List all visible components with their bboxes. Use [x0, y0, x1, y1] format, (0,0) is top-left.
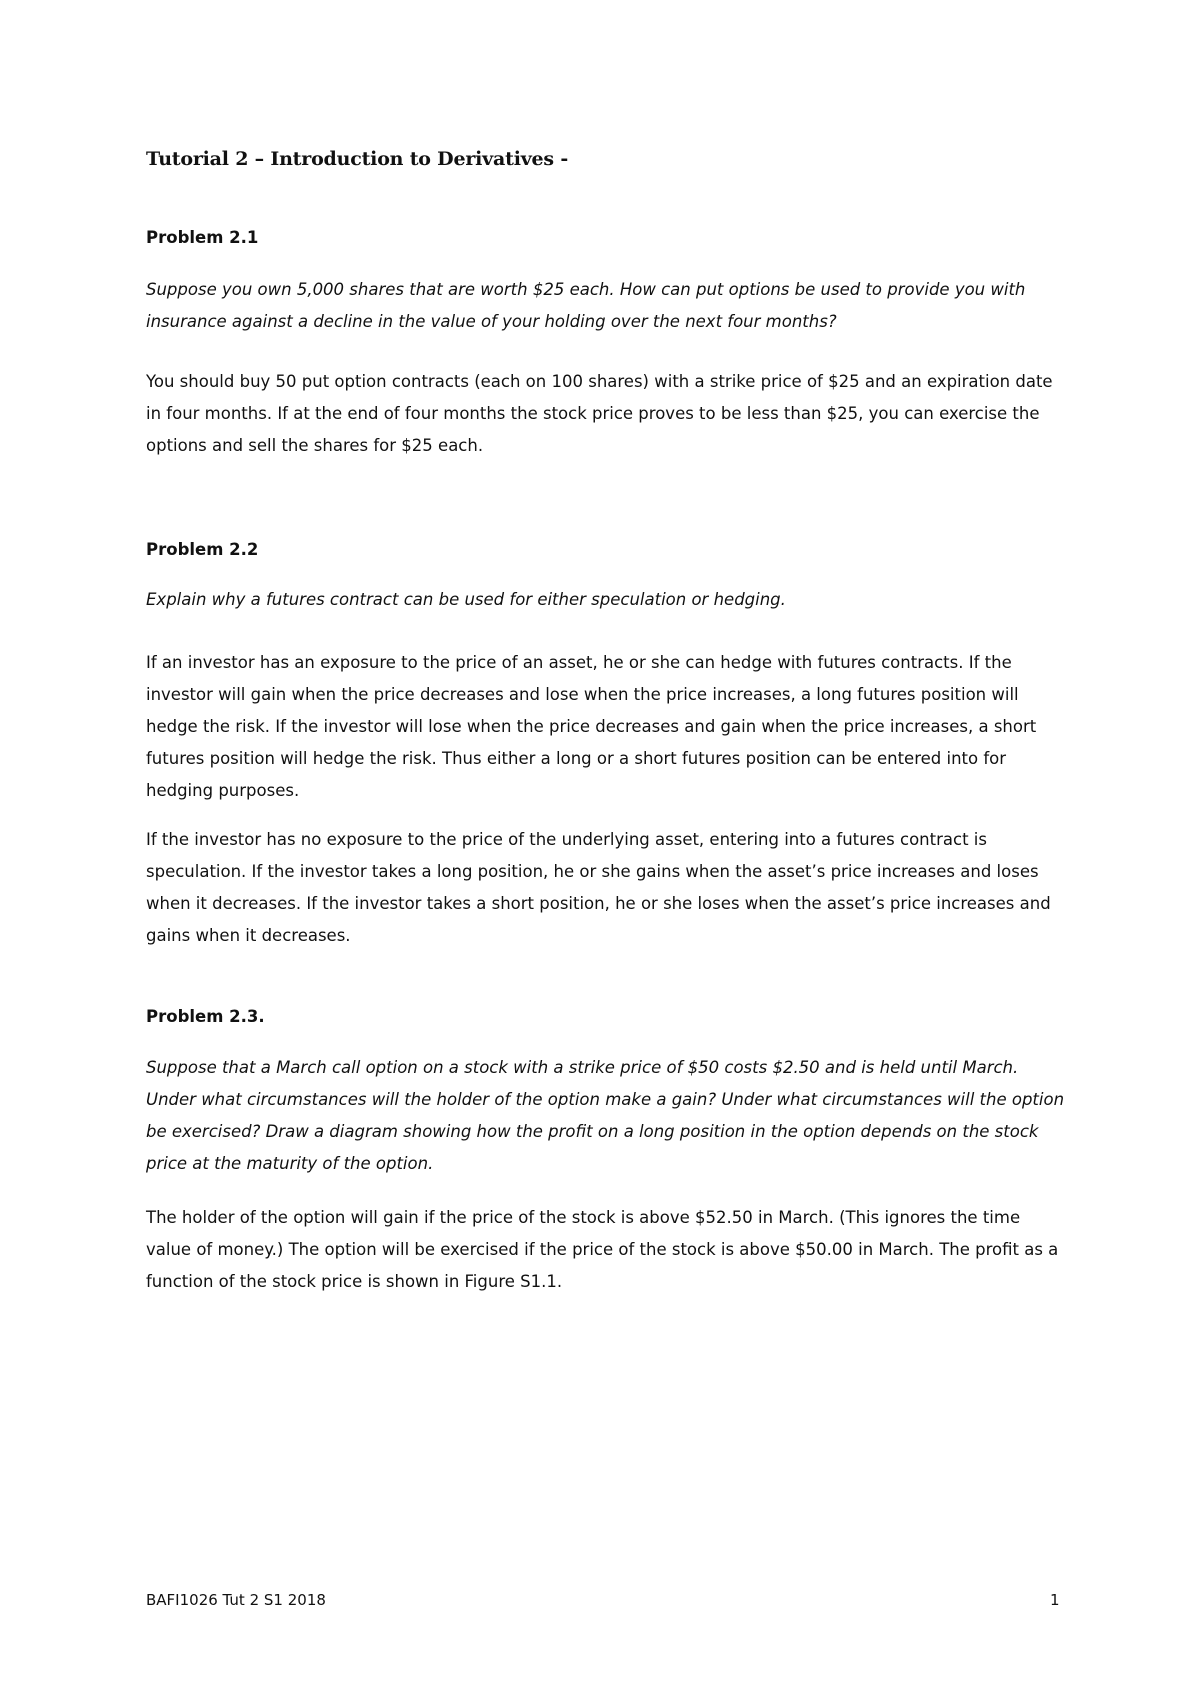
problem-heading: Problem 2.2: [146, 540, 259, 559]
problem-answer: You should buy 50 put option contracts (each on 100 shares) with a strike price of $25 and an expiration date in four months. If at the end of four months the stock price proves to be less than $25, you can exercise the options and sell the shares for $25 each.: [146, 372, 1053, 455]
footer-course-code: BAFI1026 Tut 2 S1 2018: [146, 1591, 326, 1609]
problem-question: Suppose that a March call option on a stock with a strike price of $50 costs $2.50 and is held until March. Under what circumstances will the holder of the option make a gain? Under what circumstances will the option be exercised? Draw a diagram showing how the profit on a long position in the option depends on the stock price at the maturity of the option.: [146, 1058, 1065, 1173]
problem-answer: If an investor has an exposure to the price of an asset, he or she can hedge with futures contracts. If the investor will gain when the price decreases and lose when the price increases, a long futures position will hedge the risk. If the investor will lose when the price decreases and gain when the price increases, a short futures position will hedge the risk. Thus either a long or a short futures position can be entered into for hedging purposes.: [146, 653, 1037, 800]
page-number: 1: [1050, 1591, 1060, 1609]
problem-answer: The holder of the option will gain if the price of the stock is above $52.50 in March. (This ignores the time value of money.) The option will be exercised if the price of the stock is above $50.00 in March. The profit as a function of the stock price is shown in Figure S1.1.: [146, 1208, 1059, 1291]
page-title: Tutorial 2 – Introduction to Derivatives -: [146, 148, 569, 170]
problem-heading: Problem 2.1: [146, 228, 259, 247]
problem-heading: Problem 2.3.: [146, 1007, 265, 1026]
problem-question: Suppose you own 5,000 shares that are worth $25 each. How can put options be used to provide you with insurance against a decline in the value of your holding over the next four months?: [146, 280, 1026, 331]
problem-answer: If the investor has no exposure to the price of the underlying asset, entering into a futures contract is speculation. If the investor takes a long position, he or she gains when the asset’s price increases and loses when it decreases. If the investor takes a short position, he or she loses when the asset’s price increases and gains when it decreases.: [146, 830, 1051, 945]
problem-question: Explain why a futures contract can be used for either speculation or hedging.: [146, 590, 786, 609]
